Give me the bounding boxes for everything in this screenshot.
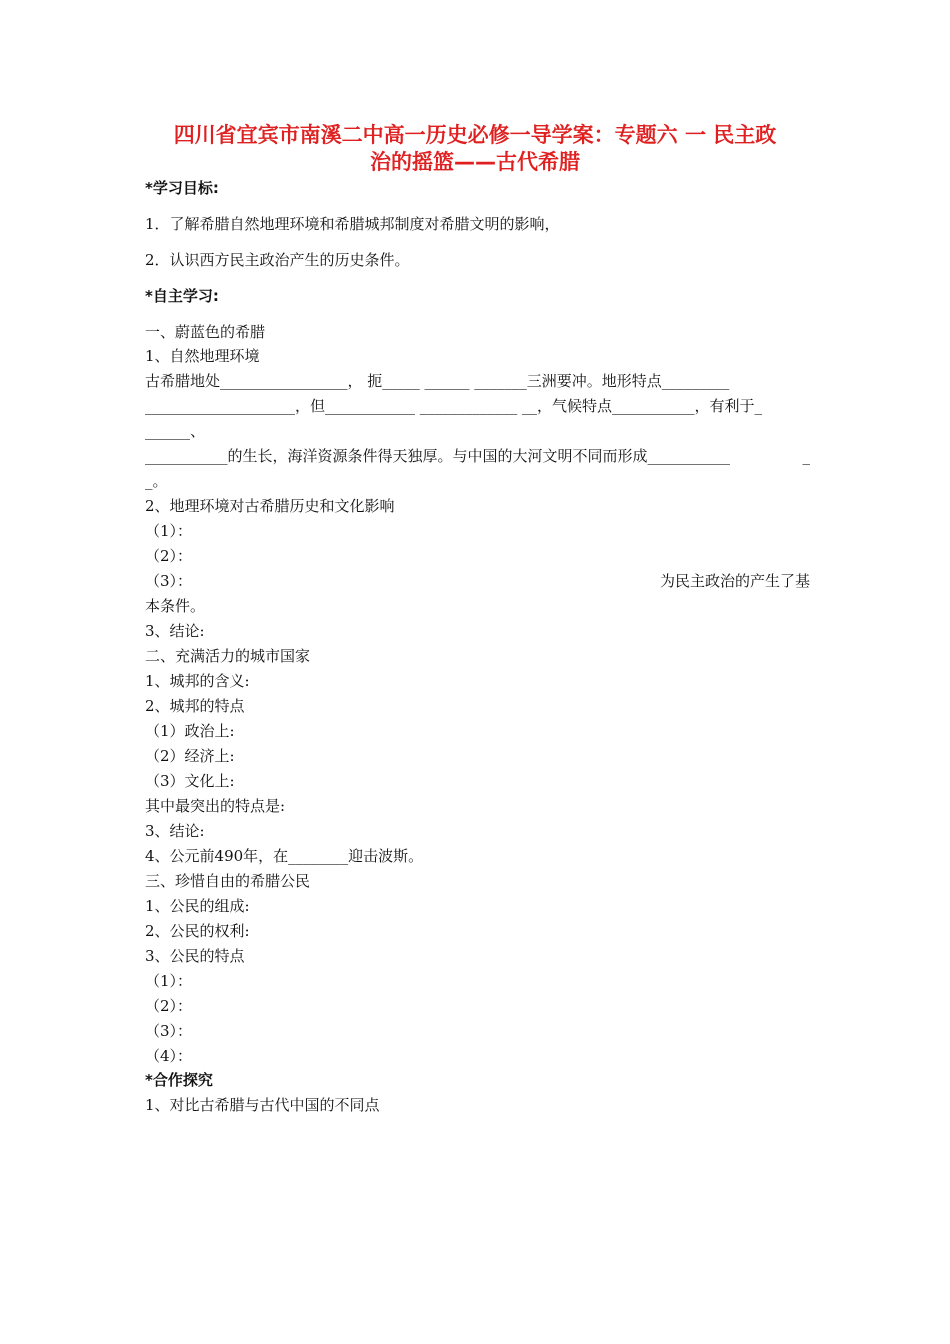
list-item: （2）经济上: <box>145 747 235 765</box>
goal-item: 2．认识西方民主政治产生的历史条件。 <box>145 251 410 269</box>
title-line-1: 四川省宜宾市南溪二中高一历史必修一导学案：专题六 一 民主政 <box>173 123 777 147</box>
list-item: （2）： <box>145 547 193 565</box>
list-item: 3、公民的特点 <box>145 947 245 965</box>
fill-blank-line: 古希腊地处_________________， 扼_____ ______ _______三洲要冲。地形特点_________ <box>145 372 730 390</box>
list-item: （4）： <box>145 1047 193 1065</box>
list-item: 1、公民的组成: <box>145 897 250 915</box>
list-item: 4、公元前490年，在________迎击波斯。 <box>145 847 424 865</box>
goal-item: 1．了解希腊自然地理环境和希腊城邦制度对希腊文明的影响， <box>145 215 560 233</box>
fill-blank-text: ___________的生长，海洋资源条件得天独厚。与中国的大河文明不同而形成___________ <box>145 447 731 465</box>
list-item: 3、结论: <box>145 822 205 840</box>
list-item: 其中最突出的特点是: <box>145 797 286 815</box>
document-title <box>140 122 810 176</box>
list-item: 本条件。 <box>145 597 206 615</box>
part-heading: 三、珍惜自由的希腊公民 <box>145 872 311 890</box>
section-heading-goals: *学习目标: <box>145 179 219 197</box>
fill-blank-tail: _ <box>802 447 810 465</box>
list-item: 2、城邦的特点 <box>145 697 245 715</box>
section-heading-self-study: *自主学习: <box>145 287 219 305</box>
title-line-2: 治的摇篮——古代希腊 <box>370 150 580 174</box>
list-item: 1、自然地理环境 <box>145 347 260 365</box>
list-item: （2）： <box>145 997 193 1015</box>
list-item: （3）文化上: <box>145 772 235 790</box>
part-heading: 二、充满活力的城市国家 <box>145 647 311 665</box>
fill-blank-line: ____________________，但____________ _____________ __，气候特点___________，有利于_ <box>145 397 763 415</box>
list-item-label: （3）： <box>145 572 193 590</box>
list-item: （1）： <box>145 972 193 990</box>
list-item: （1）政治上: <box>145 722 235 740</box>
list-item: 3、结论: <box>145 622 205 640</box>
fill-blank-line <box>145 446 810 466</box>
list-item: 1、城邦的含义: <box>145 672 250 690</box>
part-heading: 一、蔚蓝色的希腊 <box>145 323 266 341</box>
fill-blank-line: _。 <box>145 472 168 490</box>
list-item: 1、对比古希腊与古代中国的不同点 <box>145 1096 380 1114</box>
list-item: （1）： <box>145 522 193 540</box>
list-item: （3）： <box>145 1022 193 1040</box>
list-item: 2、地理环境对古希腊历史和文化影响 <box>145 497 395 515</box>
section-heading-cooperation: *合作探究 <box>145 1071 213 1089</box>
list-item <box>145 571 810 591</box>
list-item: 2、公民的权利: <box>145 922 250 940</box>
list-item-tail: 为民主政治的产生了基 <box>659 572 810 590</box>
fill-blank-line: ______、 <box>145 422 206 440</box>
